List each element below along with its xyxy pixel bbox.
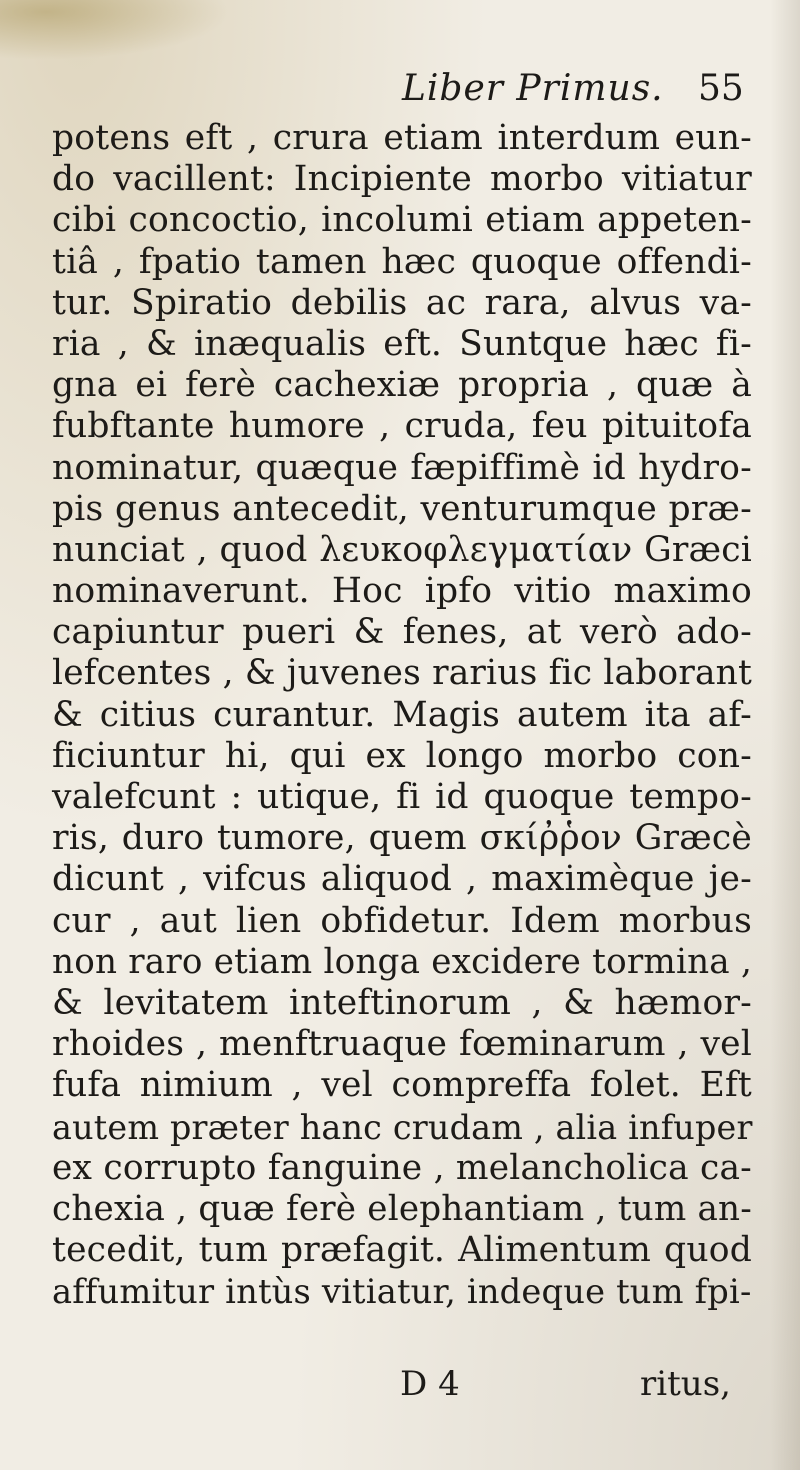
running-head <box>0 68 800 118</box>
text-line: nominatur, quæque fæpiffimè id hydro- <box>52 447 752 488</box>
text-line: non raro etiam longa excidere tormina , <box>52 941 752 982</box>
text-line: lefcentes , & juvenes rarius fic laborant <box>52 653 753 694</box>
paper-stain <box>0 0 230 60</box>
text-line: cibi concoctio, incolumi etiam appeten- <box>52 200 752 241</box>
catchword: ritus, <box>640 1364 731 1404</box>
running-head-title: Liber Primus. <box>402 68 664 109</box>
text-line: tecedit, tum præfagit. Alimentum quod <box>52 1230 752 1271</box>
text-line: tiâ , fpatio tamen hæc quoque offendi- <box>52 241 752 282</box>
text-line: & citius curantur. Magis autem ita af- <box>52 694 752 735</box>
text-line: rhoides , menftruaque fœminarum , vel <box>52 1024 752 1065</box>
text-line: chexia , quæ ferè elephantiam , tum an- <box>52 1188 752 1229</box>
page-number: 55 <box>698 68 744 109</box>
text-line: ris, duro tumore, quem σκίῤῥον Græcè <box>52 818 752 859</box>
text-line: pis genus antecedit, venturumque præ- <box>52 488 752 529</box>
text-line: valefcunt : utique, fi id quoque tempo- <box>52 777 752 817</box>
text-line: ficiuntur hi, qui ex longo morbo con- <box>52 735 752 776</box>
text-line: tur. Spiratio debilis ac rara, alvus va- <box>52 282 752 323</box>
text-line: gna ei ferè cachexiæ propria , quæ à <box>52 365 752 406</box>
text-line: & levitatem inteftinorum , & hæmor- <box>52 982 752 1023</box>
text-line: fubftante humore , cruda, feu pituitofa <box>52 406 752 447</box>
page-footer <box>0 1364 800 1408</box>
text-line: ex corrupto fanguine , melancholica ca- <box>52 1147 752 1188</box>
gutter-shadow <box>770 0 800 1470</box>
text-line: capiuntur pueri & fenes, at verò ado- <box>52 612 752 653</box>
signature-mark: D 4 <box>400 1364 460 1404</box>
text-line: affumitur intùs vitiatur, indeque tum fpi- <box>52 1272 752 1312</box>
text-line: nominaverunt. Hoc ipfo vitio maximo <box>52 571 752 612</box>
text-line: dicunt , vifcus aliquod , maximèque je- <box>52 859 752 900</box>
text-line: cur , aut lien obfidetur. Idem morbus <box>52 900 752 941</box>
text-line: do vacillent: Incipiente morbo vitiatur <box>52 159 752 200</box>
text-line: ria , & inæqualis eft. Suntque hæc fi- <box>52 323 752 364</box>
text-line: autem præter hanc crudam , alia infuper <box>52 1107 753 1147</box>
text-line: potens eft , crura etiam interdum eun- <box>52 118 752 158</box>
text-line: fufa nimium , vel compreffa folet. Eft <box>52 1065 752 1106</box>
text-line: nunciat , quod λευκοφλεγματίαν Græci <box>52 529 752 570</box>
body-text <box>52 118 752 1312</box>
